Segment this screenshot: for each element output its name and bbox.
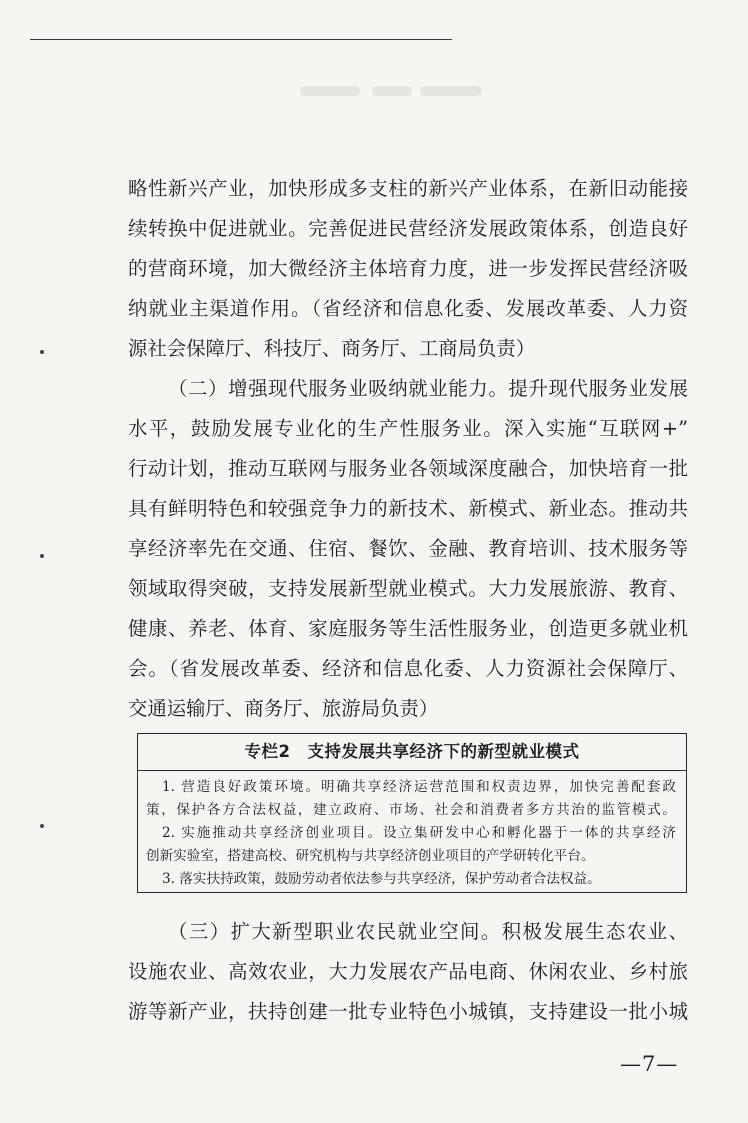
sidebar-line: 1. 营造良好政策环境。明确共享经济运营范围和权责边界，加快完善配套政 — [162, 779, 676, 795]
paragraph-line: 源社会保障厅、科技厅、商务厅、工商局负责） — [128, 337, 536, 360]
sidebar-body — [138, 771, 686, 891]
section-3-heading-line: （三）扩大新型职业农民就业空间。积极发展生态农业、 — [168, 920, 688, 943]
binding-mark — [40, 554, 44, 558]
paragraph-line: 水平，鼓励发展专业化的生产性服务业。深入实施“互联网+” — [128, 417, 688, 440]
paragraph-line: 交通运输厅、商务厅、旅游局负责） — [128, 697, 439, 720]
sidebar-line: 创新实验室，搭建高校、研究机构与共享经济创业项目的产学研转化平台。 — [146, 848, 595, 864]
paragraph-line: 领域取得突破，支持发展新型就业模式。大力发展旅游、教育、 — [128, 577, 688, 600]
paragraph-line: 设施农业、高效农业，大力发展农产品电商、休闲农业、乡村旅 — [128, 960, 688, 983]
page-number: —7— — [620, 1052, 679, 1076]
faint-bleed-through — [420, 86, 482, 96]
body-text-lower — [128, 912, 688, 1032]
paragraph-line: 纳就业主渠道作用。（省经济和信息化委、发展改革委、人力资 — [128, 297, 688, 320]
binding-mark — [40, 824, 44, 828]
body-text-upper — [128, 169, 688, 729]
sidebar-title: 专栏2 支持发展共享经济下的新型就业模式 — [138, 734, 686, 771]
faint-bleed-through — [300, 86, 360, 96]
paragraph-line: 健康、养老、体育、家庭服务等生活性服务业，创造更多就业机 — [128, 617, 688, 640]
paragraph-line: 会。（省发展改革委、经济和信息化委、人力资源社会保障厅、 — [128, 657, 688, 680]
sidebar-line: 策，保护各方合法权益，建立政府、市场、社会和消费者多方共治的监管模式。 — [146, 802, 676, 818]
paragraph-line: 的营商环境，加大微经济主体培育力度，进一步发挥民营经济吸 — [128, 257, 688, 280]
sidebar-line: 3. 落实扶持政策，鼓励劳动者依法参与共享经济，保护劳动者合法权益。 — [162, 871, 601, 887]
section-2-heading-line: （二）增强现代服务业吸纳就业能力。提升现代服务业发展 — [168, 377, 688, 400]
paragraph-line: 略性新兴产业，加快形成多支柱的新兴产业体系，在新旧动能接 — [128, 177, 688, 200]
paragraph-line: 续转换中促进就业。完善促进民营经济发展政策体系，创造良好 — [128, 217, 688, 240]
paragraph-line: 游等新产业，扶持创建一批专业特色小城镇，支持建设一批小城 — [128, 1000, 688, 1023]
header-rule — [30, 39, 452, 40]
faint-bleed-through — [372, 86, 412, 96]
paragraph-line: 行动计划，推动互联网与服务业各领域深度融合，加快培育一批 — [128, 457, 688, 480]
paragraph-line: 享经济率先在交通、住宿、餐饮、金融、教育培训、技术服务等 — [128, 537, 688, 560]
paragraph-line: 具有鲜明特色和较强竞争力的新技术、新模式、新业态。推动共 — [128, 497, 688, 520]
sidebar-column-box — [137, 733, 687, 893]
sidebar-line: 2. 实施推动共享经济创业项目。设立集研发中心和孵化器于一体的共享经济 — [162, 825, 676, 841]
binding-mark — [40, 350, 44, 354]
